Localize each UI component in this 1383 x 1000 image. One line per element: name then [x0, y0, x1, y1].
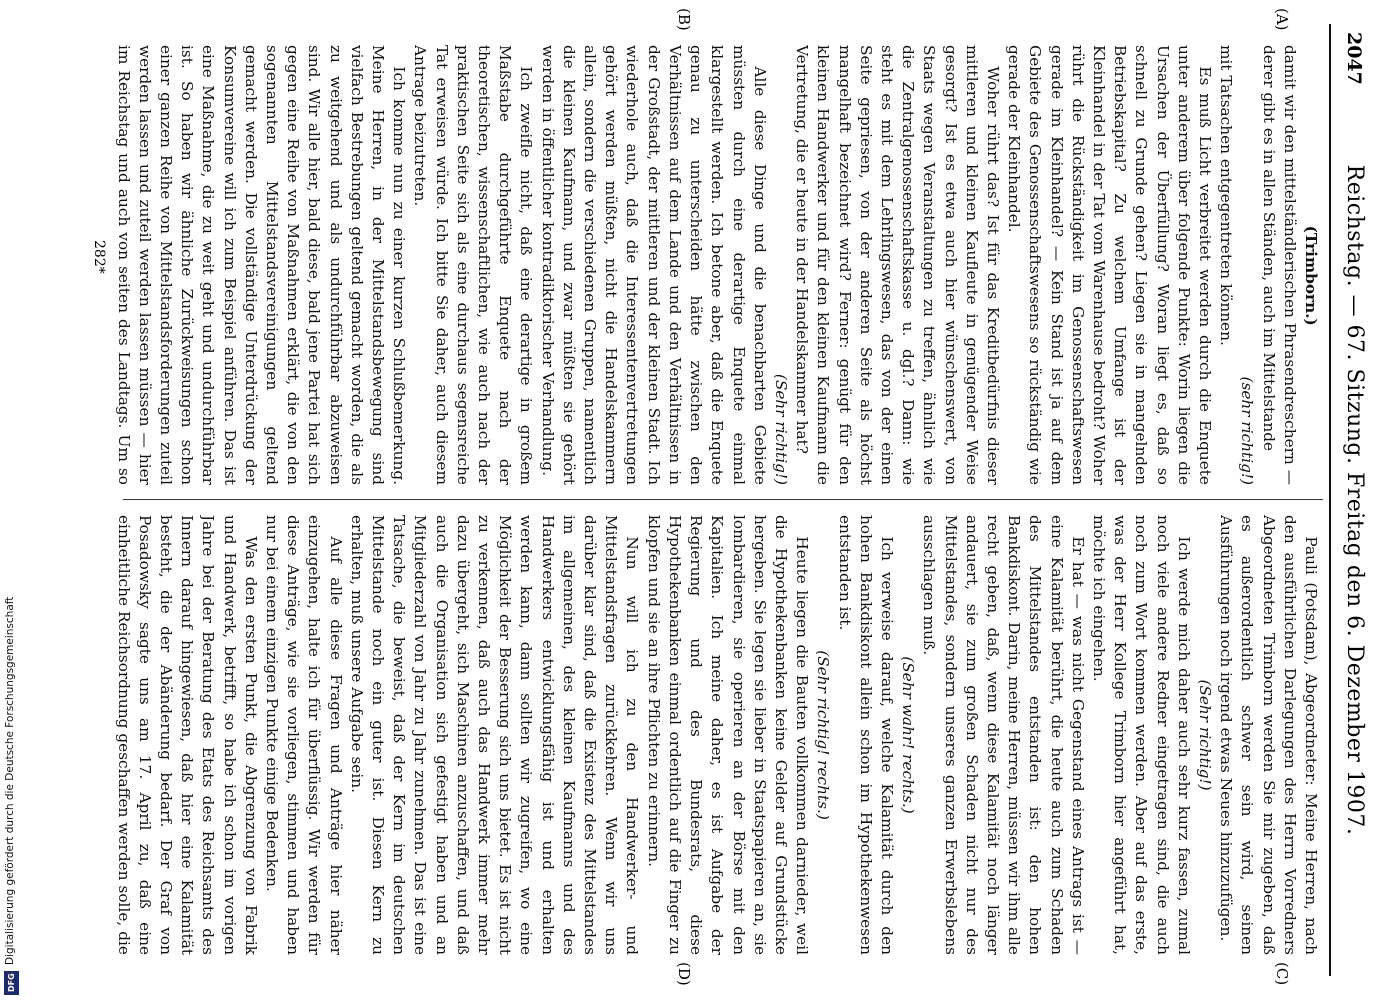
interjection: (Sehr richtig!): [1195, 679, 1214, 791]
page-title: Reichstag. — 67. Sitzung. Freitag den 6. Dezember 1907.: [1342, 164, 1367, 836]
left-column: [111, 45, 1321, 485]
margin-marker-b: (B): [675, 8, 693, 31]
margin-marker-a: (A): [1273, 8, 1291, 31]
paragraph: Heute liegen die Bauten vollkommen darnieder, weil die Hypothekenbanken keine Gelder auf Grundstücke hergeben. Sie legen sie lieber in Staatspapieren an, sie lombardieren, sie operieren an der Börse mit den Kapitalien. Ich meine daher, es ist Aufgabe der Regierung und des Bundesrats, diese Hypothekenbanken einmal ordentlich auf die Finger zu klopfen und sie an ihre Pflichten zu erinnern.: [644, 515, 812, 955]
paragraph: Nun will ich zu den Handwerker- und Mittelstandsfragen zurückkehren. Wenn wir uns darüber klar sind, daß die Existenz des Mittelstandes im allgemeinen, des kleinen Kaufmanns und des Handwerkers entwicklungsfähig ist und erhalten werden kann, dann sollten wir zugreifen, wo eine Möglichkeit der Besserung sich uns bietet. Es ist nicht zu verkennen, daß auch das Handwerk immer mehr dazu übergeht, sich Maschinen anzuschaffen, und daß auch die Organisation sich gefestigt haben und an Mitgliederzahl von Jahr zu Jahr zunehmen. Das ist eine Tatsache, die beweist, daß der Kern im deutschen Mittelstande noch ein guter ist. Diesen Kern zu erhalten, muß unsere Aufgabe sein.: [347, 515, 642, 955]
paragraph: Ich verweise darauf, welche Kalamität durch den hohen Bankdiskont allein schon im Hypothekenwesen entstanden ist.: [835, 515, 896, 955]
paragraph: Ich zweifle nicht, daß eine derartige in großem Maßstabe durchgeführte Enquete nach der theoretischen, wissenschaftlichen, wie auch nach der praktischen Seite sich als eine durchaus segensreiche Tat erweisen würde. Ich bitte Sie daher, auch diesem Antrage beizutreten.: [411, 45, 536, 485]
paragraph: Was den ersten Punkt, die Abgrenzung von Fabrik und Handwerk, betrifft, so habe ich schon im vorigen Jahre bei der Beratung des Etats des Reichsamts des Innern darauf hingewiesen, daß hier eine Kalamität besteht, die der Abänderung bedarf. Der Graf von Posadowsky sagte uns am 17. April zu, daß eine einheitliche Reichsordnung geschaffen werden solle, die: [114, 515, 260, 955]
paragraph: Er hat — was nicht Gegenstand eines Antrags ist — eine Kalamität berührt, die heute auch zum Schaden des Mittelstandes entstanden ist: den hohen Bankdiskont. Darin, meine Herren, müssen wir ihm alle recht geben, daß, wenn diese Kalamität noch länger andauert, sie zum großen Schaden nicht nur des Mittelstandes, sondern unseres ganzen Erwerbslebens ausschlagen muß.: [920, 515, 1087, 955]
right-column: [111, 515, 1321, 955]
paragraph: Ich komme nun zu einer kurzen Schlußbemerkung. Meine Herren, in der Mittelstandsbewegung sind vielfach Bestrebungen geltend gemacht worden, die als zu weitgehend und als undurchführbar abzuweisen sind. Wir alle hier, bald diese, bald jene Partei hat sich gegen eine Reihe von Maßnahmen erklärt, die von den sogenannten Mittelstandsvereinigungen geltend gemacht werden. Die vollständige Unterdrückung der Konsumvereine will ich zum Beispiel anführen. Das ist eine Maßnahme, die zu weit geht und undurchführbar ist. So haben wir ähnliche Zurückweisungen schon einer ganzen Reihe von Mittelstandsforderungen zuteil werden lassen und zuteil werden lassen müssen — hier im Reichstag und auch von seiten des Landtags. Um so: [114, 45, 409, 485]
paragraph: Pauli (Potsdam), Abgeordneter: Meine Herren, nach den ausführlichen Darlegungen des Herrn Vorredners Abgeordneten Trimborn werden Sie mir zugeben, daß es außerordentlich schwer sein wird, seinen Ausführungen noch irgend etwas Neues hinzuzufügen.: [1217, 515, 1320, 955]
paragraph: mit Tatsachen entgegentreten können.: [1217, 45, 1236, 346]
paragraph: Auf alle diese Fragen und Anträge hier näher einzugehen, halte ich für überflüssig. Wir werden für diese Anträge, wie sie vorliegen, stimmen und haben nur bei einem einzigen Punkte einige Bedenken.: [263, 515, 345, 955]
interjection: (Sehr richtig!): [771, 373, 790, 485]
header-rule: [1329, 24, 1331, 976]
margin-marker-c: (C): [1273, 962, 1291, 986]
page-number: 2047: [1343, 32, 1365, 85]
paragraph: Es muß Licht verbreitet werden durch die Enquete unter anderem über folgende Punkte: Worin liegen die Ursachen der Überfüllung? Woran liegt es, daß so schnell zu Grunde gehen? Liegen sie in mangelnden Betriebskapital? Zu welchem Umfange ist der Kleinhandel in der Tat vom Warenhause bedroht? Woher rührt die Rückständigkeit im Genossenschaftswesen gerade im Kleinhandel? — Kein Stand ist ja auf dem Gebiete des Genossenschaftswesens so rückständig wie gerade der Kleinhandel.: [1005, 45, 1214, 485]
paragraph: Alle diese Dinge und die benachbarten Gebiete müssten durch eine derartige Enquete einmal klargestellt werden. Ich betone aber, daß die Enquete genau zu unterscheiden hätte zwischen den Verhältnissen auf dem Lande und den Verhältnissen in der Großstadt, der mittleren und der kleinen Stadt. Ich wiederhole auch, daß die Interessentenvertretungen gehört werden müßten, nicht die Handelskammern allein, sondern die verschiedenen Gruppen, namentlich die kleinen Kaufmann, und zwar müßten sie gehört werden in öffentlicher kontradiktorischer Verhandlung.: [538, 45, 769, 485]
margin-marker-d: (D): [675, 962, 693, 986]
interjection: (Sehr richtig! rechts.): [814, 650, 833, 820]
paragraph: Ich werde mich daher auch sehr kurz fassen, zumal noch viele andere Redner eingetragen sind, die auch noch zum Wort kommen werden. Aber auf das erste, was der Herr Kollege Trimborn hier angeführt hat, möchte ich eingehen.: [1089, 515, 1193, 955]
dfg-logo: DFG: [4, 971, 19, 995]
funding-credit: Digitalisierung gefördert durch die Deutsche Forschungsgemeinschaft: [4, 596, 16, 965]
column-divider: [123, 499, 1323, 500]
signature-mark: 282*: [91, 240, 107, 274]
paragraph: damit wir den mittelständlerischen Phrasendreschern — derer gibt es in allen Ständen, auch im Mittelstande: [1259, 45, 1299, 485]
interjection: (Sehr wahr! rechts.): [899, 656, 918, 814]
paragraph: Woher rührt das? Ist für das Kreditbedürfnis dieser mittleren und kleinen Kaufleute in genügender Weise gesorgt? Ist es etwa auch hier wünschenswert, von Staats wegen Veranstaltungen zu treffen, ähnlich wie die Zentralgenossenschaftskasse u. dgl.? Dann: wie steht es mit dem Lehrlingswesen, das von der einen Seite gepriesen, von der anderen Seite als höchst mangelhaft bezeichnet wird? Ferner: genügt für den kleinen Handwerker und für den kleinen Kaufmann die Vertretung, die er heute in der Handelskammer hat?: [793, 45, 1002, 485]
speaker-tag: (Trimborn.): [1302, 225, 1320, 326]
interjection: (sehr richtig!): [1238, 376, 1257, 485]
page-header: [1329, 0, 1369, 1000]
